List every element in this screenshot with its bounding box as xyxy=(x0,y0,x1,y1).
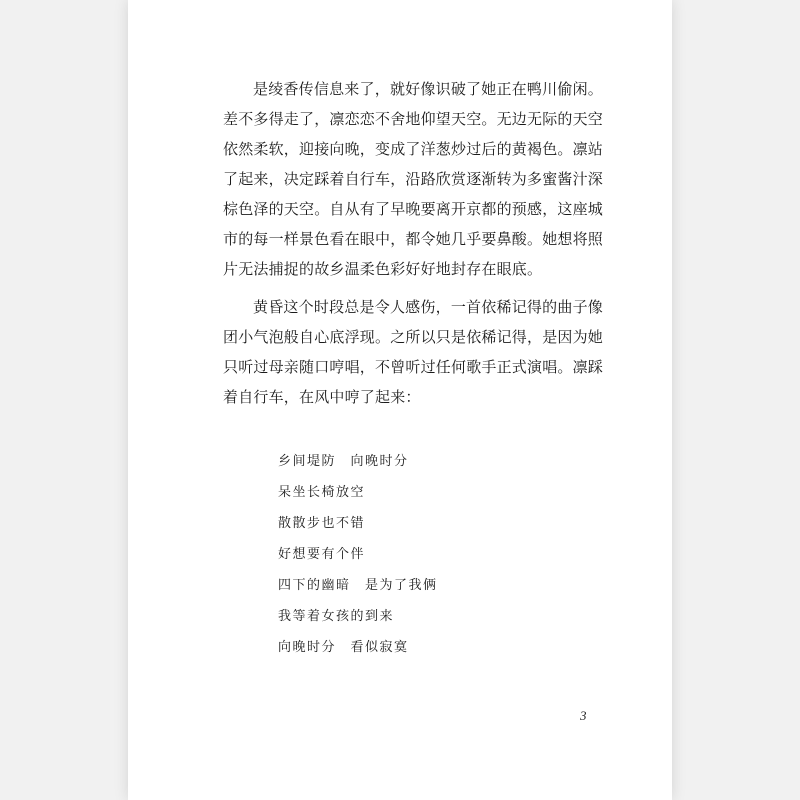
song-line: 向晚时分 看似寂寞 xyxy=(278,640,409,655)
book-page xyxy=(128,0,672,800)
song-line: 乡间堤防 向晚时分 xyxy=(278,454,409,469)
page-number: 3 xyxy=(580,708,587,723)
body-paragraph: 是绫香传信息来了，就好像识破了她正在鸭川偷闲。差不多得走了，凛恋恋不舍地仰望天空。无边无际的天空依然柔软，迎接向晚，变成了洋葱炒过后的黄褐色。凛站了起来，决定踩着自行车，沿路欣赏逐渐转为多蜜酱汁深棕色泽的天空。自从有了早晚要离开京都的预感，这座城市的每一样景色看在眼中，都令她几乎要鼻酸。她想将照片无法捕捉的故乡温柔色彩好好地封存在眼底。 xyxy=(223,80,604,278)
song-line: 四下的幽暗 是为了我俩 xyxy=(278,578,438,593)
song-line: 散散步也不错 xyxy=(278,516,366,531)
song-line: 好想要有个伴 xyxy=(278,547,366,562)
song-line: 我等着女孩的到来 xyxy=(278,609,395,624)
song-line: 呆坐长椅放空 xyxy=(278,485,366,500)
body-paragraph: 黄昏这个时段总是令人感伤，一首依稀记得的曲子像团小气泡般自心底浮现。之所以只是依稀记得，是因为她只听过母亲随口哼唱，不曾听过任何歌手正式演唱。凛踩着自行车，在风中哼了起来： xyxy=(223,298,604,406)
song-lyrics xyxy=(278,446,438,663)
